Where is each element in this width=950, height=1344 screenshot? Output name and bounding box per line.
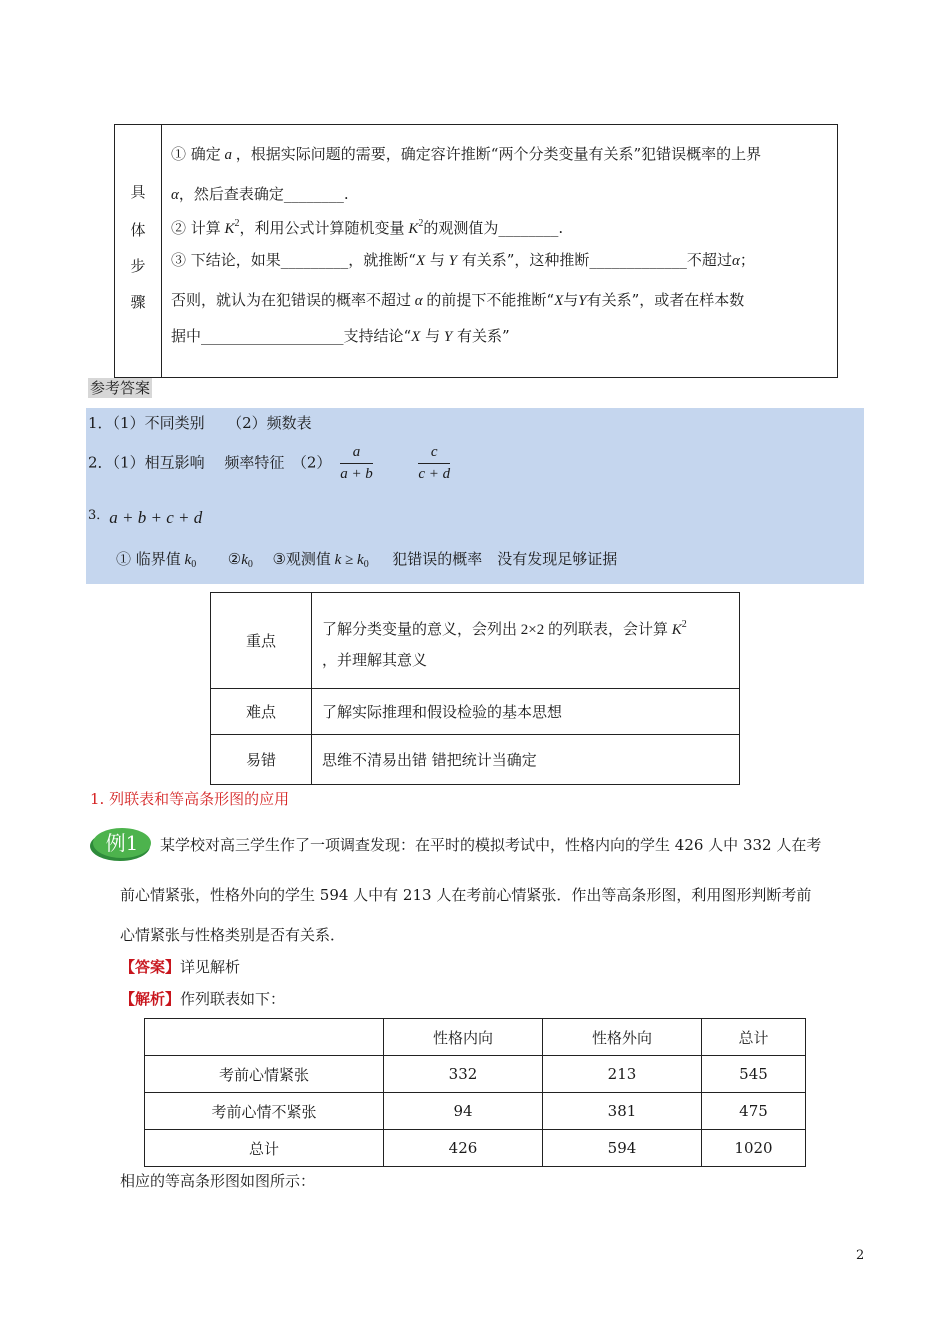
table-header-cell: 性格外向: [543, 1019, 702, 1056]
table-cell: 475: [702, 1093, 806, 1130]
table-header-cell: [145, 1019, 384, 1056]
table-cell: 总计: [145, 1130, 384, 1167]
answer-line: 【答案】详见解析: [120, 958, 241, 976]
example-badge-icon: [90, 826, 154, 862]
answer-tag: 【答案】: [120, 958, 181, 976]
side-char: 具: [130, 183, 146, 201]
contingency-table: [144, 1018, 806, 1167]
answers-band: [86, 408, 864, 584]
key-point-label: 难点: [211, 689, 312, 735]
table-row: [211, 735, 740, 785]
steps-side-column: [115, 125, 162, 377]
key-point-label: 重点: [211, 593, 312, 689]
table-header-cell: 性格内向: [384, 1019, 543, 1056]
example-line-2: 前心情紧张，性格外向的学生 594 人中有 213 人在考前心情紧张．作出等高条形图，利用图形判断考前: [120, 886, 812, 904]
section-title: 1. 列联表和等高条形图的应用: [90, 790, 290, 808]
key-point-text: 了解实际推理和假设检验的基本思想: [312, 689, 740, 735]
answer-4: ① 临界值 $k_0$ $②k_0$ ③观测值 $k \ge k_0$ 犯错误的概率 没有发现足够证据: [116, 550, 618, 570]
example-line-3: 心情紧张与性格类别是否有关系．: [120, 926, 346, 944]
table-cell: 考前心情不紧张: [145, 1093, 384, 1130]
table-row: [145, 1130, 806, 1167]
page-number: 2: [856, 1248, 865, 1263]
answer-3: 3．a + b + c + d: [88, 508, 203, 527]
side-char: 体: [130, 221, 146, 239]
step-line-1: ① 确定 a ，根据实际问题的需要，确定容许推断“两个分类变量有关系”犯错误概率的上界: [171, 145, 762, 163]
example-badge-label: 例1: [105, 831, 139, 855]
example-line-1: 某学校对高三学生作了一项调查发现：在平时的模拟考试中，性格内向的学生 426 人中 332 人在考: [160, 836, 822, 854]
key-point-text: 了解分类变量的意义，会列出 2×2 的列联表，会计算 $K^2$ ，并理解其意义: [312, 593, 740, 689]
answer-2: 2．（1）相互影响 频率特征 （2） $\frac{a}{a + b}$ $\frac{c}{c + d}$: [88, 444, 451, 482]
analysis-line: 【解析】作列联表如下：: [120, 990, 286, 1008]
step-line-6: 据中___________________支持结论“X 与 Y 有关系”: [171, 327, 510, 345]
table-row: [145, 1093, 806, 1130]
answer-1: 1．（1）不同类别 （2）频数表: [88, 414, 312, 432]
table-row: [211, 689, 740, 735]
table-row: [145, 1056, 806, 1093]
side-char: 骤: [130, 293, 146, 311]
table-cell: 213: [543, 1056, 702, 1093]
table-cell: 545: [702, 1056, 806, 1093]
step-line-4: ③ 下结论，如果_________，就推断“X 与 Y 有关系”，这种推断_____________不超过α；: [171, 251, 755, 269]
step-line-5: 否则，就认为在犯错误的概率不超过 α 的前提下不能推断“X与Y有关系”，或者在样本数: [171, 291, 745, 309]
table-header-cell: 总计: [702, 1019, 806, 1056]
steps-box: [114, 124, 838, 378]
key-points-table: [210, 592, 740, 785]
fraction-a: $\frac{a}{a + b}$: [340, 444, 373, 482]
table-cell: 332: [384, 1056, 543, 1093]
table-cell: 考前心情紧张: [145, 1056, 384, 1093]
step-line-2: α，然后查表确定________.: [171, 185, 349, 203]
table-cell: 1020: [702, 1130, 806, 1167]
fraction-c: $\frac{c}{c + d}$: [418, 444, 451, 482]
table-cell: 381: [543, 1093, 702, 1130]
table-cell: 594: [543, 1130, 702, 1167]
after-table-text: 相应的等高条形图如图所示：: [120, 1172, 316, 1190]
side-char: 步: [130, 257, 146, 275]
table-header-row: [145, 1019, 806, 1056]
key-point-text: 思维不清易出错 错把统计当确定: [312, 735, 740, 785]
step-line-3: ② 计算 $K^2$，利用公式计算随机变量 $K^2$的观测值为________.: [171, 218, 564, 237]
analysis-tag: 【解析】: [120, 990, 181, 1008]
table-row: [211, 593, 740, 689]
key-point-label: 易错: [211, 735, 312, 785]
table-cell: 426: [384, 1130, 543, 1167]
answers-title: 参考答案: [90, 379, 151, 397]
table-cell: 94: [384, 1093, 543, 1130]
